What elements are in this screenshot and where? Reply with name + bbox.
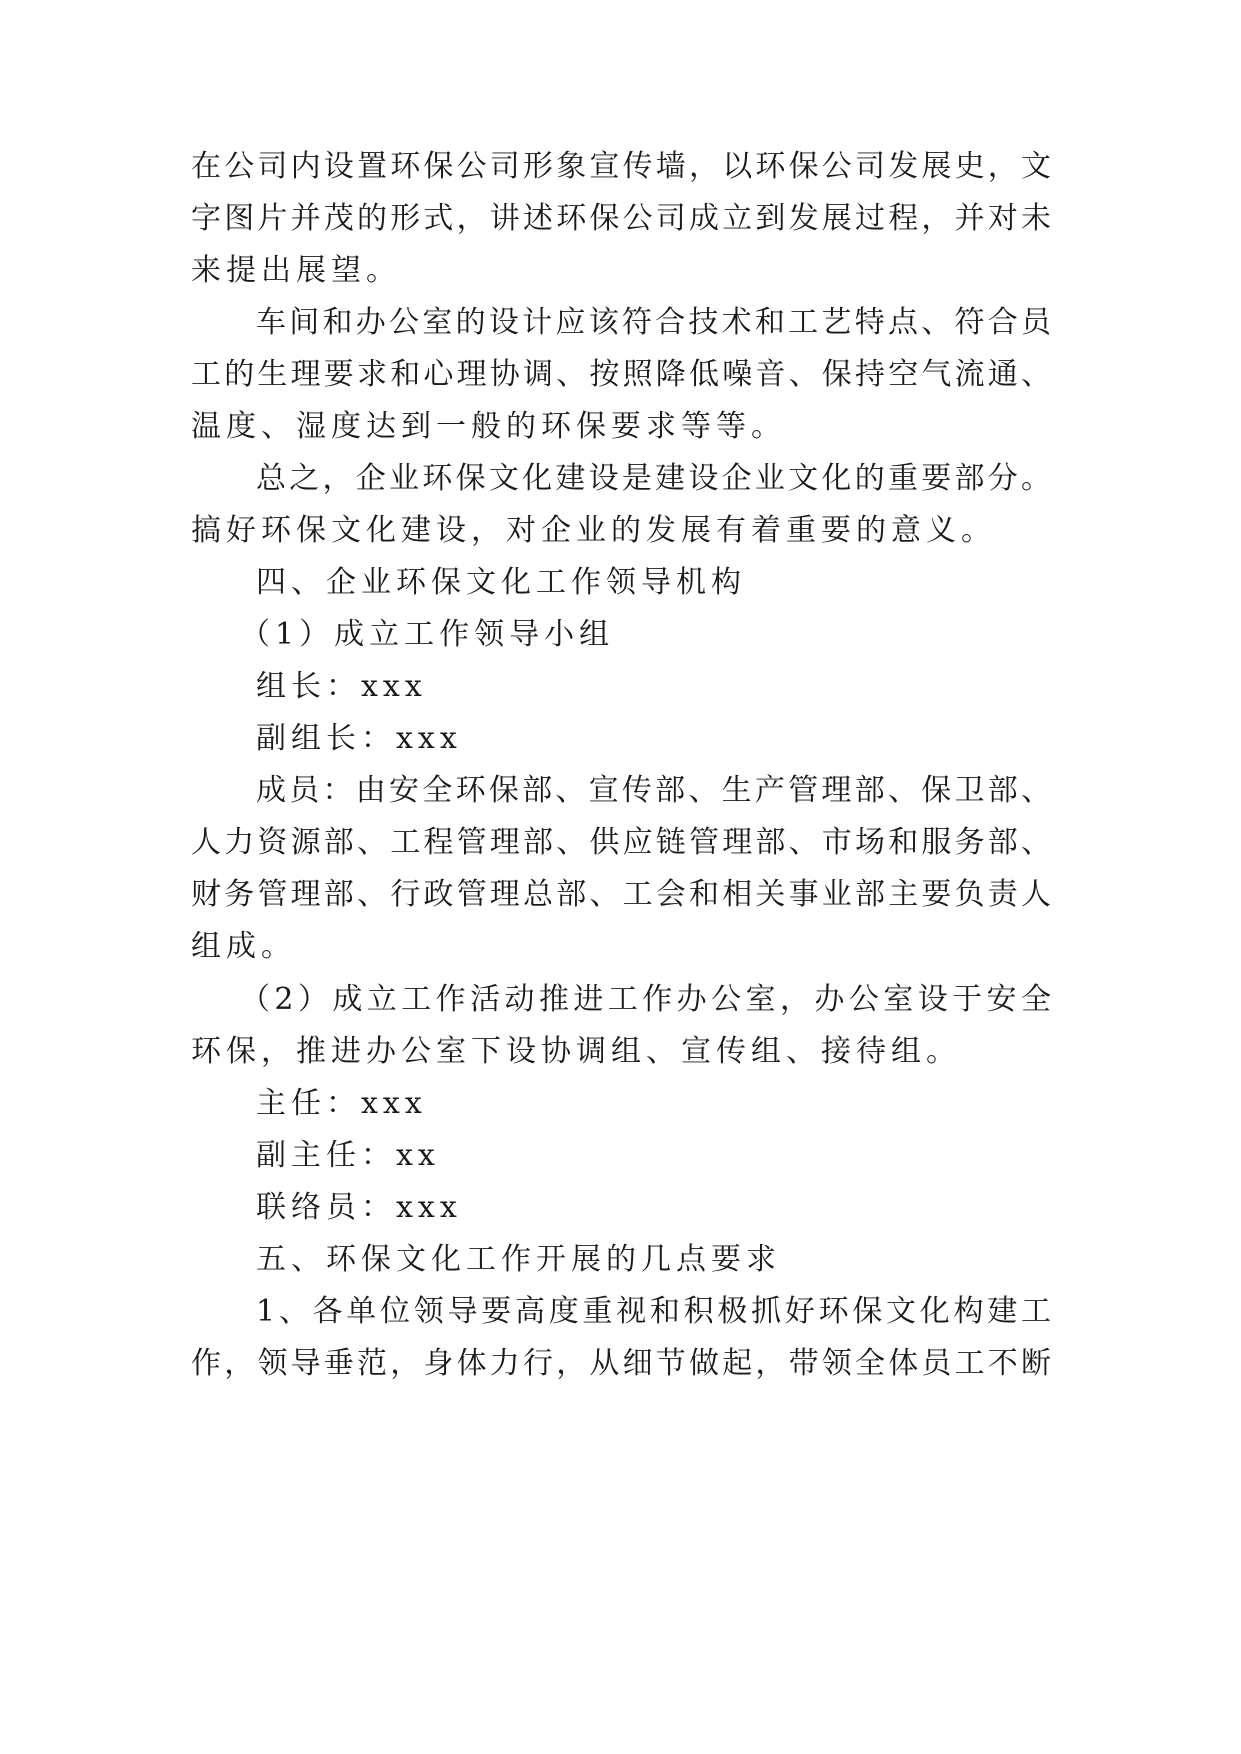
section-heading: 五、环保文化工作开展的几点要求 [256, 1242, 781, 1277]
text-line: 联络员：xxx [256, 1190, 462, 1225]
text-line: 工的生理要求和心理协调、按照降低噪音、保持空气流通、 [191, 357, 1051, 392]
text-line: 1、各单位领导要高度重视和积极抓好环保文化构建工 [256, 1294, 1051, 1329]
subsection-heading: （1）成立工作领导小组 [240, 617, 615, 652]
text-line: 主任：xxx [256, 1086, 427, 1121]
text-line: 来提出展望。 [191, 253, 401, 288]
text-line: 搞好环保文化建设，对企业的发展有着重要的意义。 [191, 513, 996, 548]
text-line: 在公司内设置环保公司形象宣传墙，以环保公司发展史，文 [191, 149, 1051, 184]
text-line: 副主任：xx [256, 1138, 440, 1173]
text-line: 组成。 [191, 929, 296, 964]
text-line: 环保，推进办公室下设协调组、宣传组、接待组。 [191, 1034, 961, 1069]
text-line: 字图片并茂的形式，讲述环保公司成立到发展过程，并对未 [191, 201, 1051, 236]
text-line: 成员：由安全环保部、宣传部、生产管理部、保卫部、 [256, 773, 1051, 808]
text-line: 副组长：xxx [256, 721, 462, 756]
text-line: 总之，企业环保文化建设是建设企业文化的重要部分。 [256, 461, 1051, 496]
text-line: 人力资源部、工程管理部、供应链管理部、市场和服务部、 [191, 825, 1051, 860]
text-line: 财务管理部、行政管理总部、工会和相关事业部主要负责人 [191, 877, 1051, 912]
subsection-heading: （2）成立工作活动推进工作办公室，办公室设于安全 [240, 982, 1051, 1017]
section-heading: 四、企业环保文化工作领导机构 [256, 565, 746, 600]
text-line: 温度、湿度达到一般的环保要求等等。 [191, 409, 786, 444]
text-line: 作，领导垂范，身体力行，从细节做起，带领全体员工不断 [191, 1346, 1051, 1381]
text-line: 车间和办公室的设计应该符合技术和工艺特点、符合员 [256, 305, 1051, 340]
text-line: 组长：xxx [256, 669, 427, 704]
